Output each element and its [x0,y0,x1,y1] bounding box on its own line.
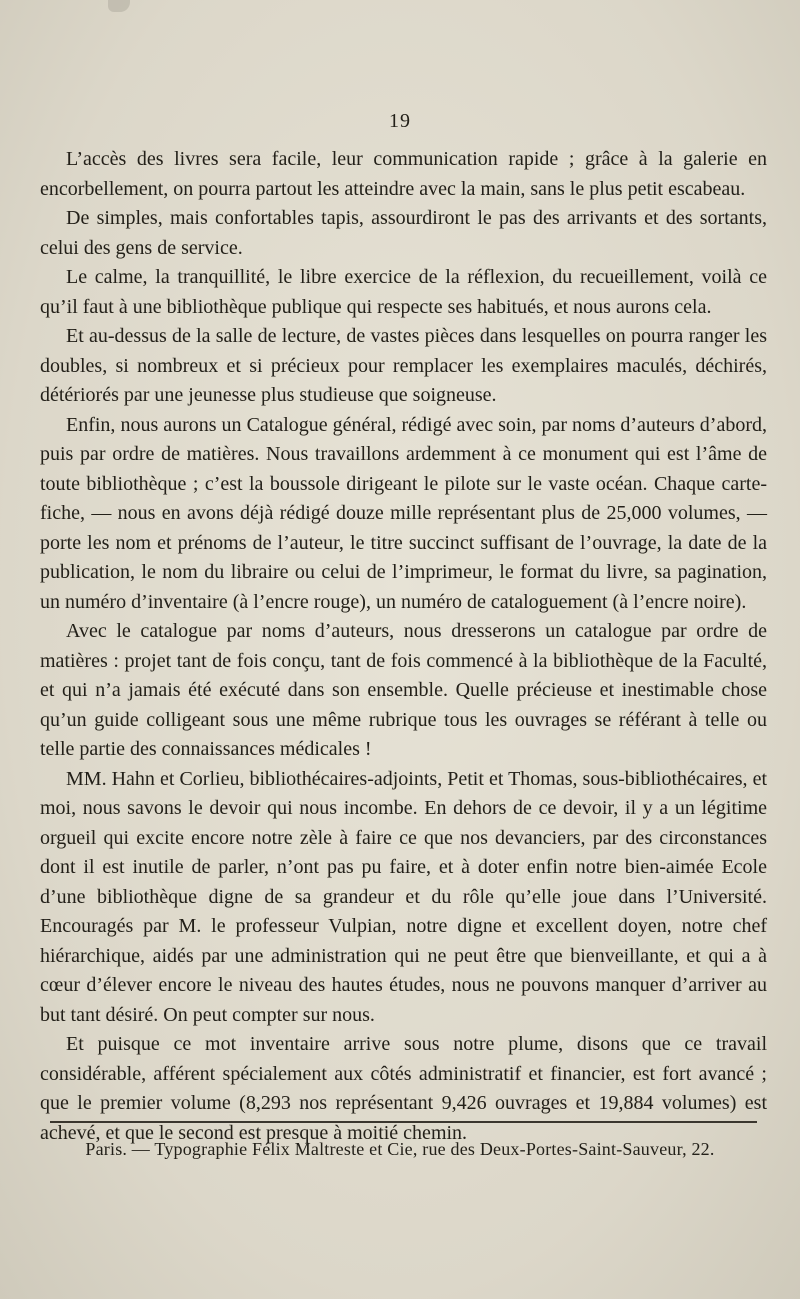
paragraph: L’accès des livres sera facile, leur communication rapide ; grâce à la galerie en encorbellement, on pourra partout les atteindre avec la main, sans le plus petit escabeau. [40,148,767,200]
paragraph: MM. Hahn et Corlieu, bibliothécaires-adjoints, Petit et Thomas, sous-bibliothécaires, et moi, nous savons le devoir qui nous incombe. En dehors de ce devoir, il y a un légitime orgueil qui excite encore notre zèle à faire ce que nos devanciers, par des circonstances dont il est inutile de parler, n’ont pas pu faire, et à doter enfin notre bien-aimée Ecole d’une bibliothèque digne de sa grandeur et du rôle qu’elle joue dans l’Université. Encouragés par M. le professeur Vulpian, notre digne et excellent doyen, notre chef hiérarchique, aidés par une administration qui ne peut être que bienveillante, et qui a à cœur d’élever encore le niveau des hautes études, nous ne pouvons manquer d’arriver au but tant désiré. On peut compter sur nous. [40,767,767,1026]
footer-rule [50,1121,757,1123]
paragraph: Et puisque ce mot inventaire arrive sous notre plume, disons que ce travail considérable, afférent spécialement aux côtés administratif et financier, est fort avancé ; que le premier volume (8,293 nos représentant 9,426 ouvrages et 19,884 volumes) est achevé, et que le second est presque à moitié chemin. [40,1033,767,1144]
page-corner-mark [108,0,130,12]
paragraph: De simples, mais confortables tapis, assourdiront le pas des arrivants et des sortants, celui des gens de service. [40,207,767,259]
paragraph: Avec le catalogue par noms d’auteurs, nous dresserons un catalogue par ordre de matières : projet tant de fois conçu, tant de fois commencé à la bibliothèque de la Faculté, et qui n’a jamais été exécuté dans son ensemble. Quelle précieuse et inestimable chose qu’un guide colligeant sous une même rubrique tous les ouvrages se référant à telle ou telle partie des connaissances médicales ! [40,620,767,760]
paragraph: Enfin, nous aurons un Catalogue général, rédigé avec soin, par noms d’auteurs d’abord, puis par ordre de matières. Nous travaillons ardemment à ce monument qui est l’âme de toute bibliothèque ; c’est la boussole dirigeant le pilote sur le vaste océan. Chaque carte-fiche, — nous en avons déjà rédigé douze mille représentant plus de 25,000 volumes, — porte les nom et prénoms de l’auteur, le titre succinct suffisant de l’ouvrage, la date de la publication, le nom du libraire ou celui de l’imprimeur, le format du livre, sa pagination, un numéro d’inventaire (à l’encre rouge), un numéro de cataloguement (à l’encre noire). [40,413,767,613]
paragraph: Et au-dessus de la salle de lecture, de vastes pièces dans lesquelles on pourra ranger les doubles, si nombreux et si précieux pour remplacer les exemplaires maculés, déchirés, détériorés par une jeunesse plus studieuse que soigneuse. [40,325,767,406]
printer-imprint: Paris. — Typographie Félix Maltreste et Cie, rue des Deux-Portes-Saint-Sauveur, 22. [85,1139,715,1159]
body-text [40,145,767,1148]
page-number: 19 [389,110,411,132]
paragraph: Le calme, la tranquillité, le libre exercice de la réflexion, du recueillement, voilà ce qu’il faut à une bibliothèque publique qui respecte ses habitués, et nous aurons cela. [40,266,767,318]
